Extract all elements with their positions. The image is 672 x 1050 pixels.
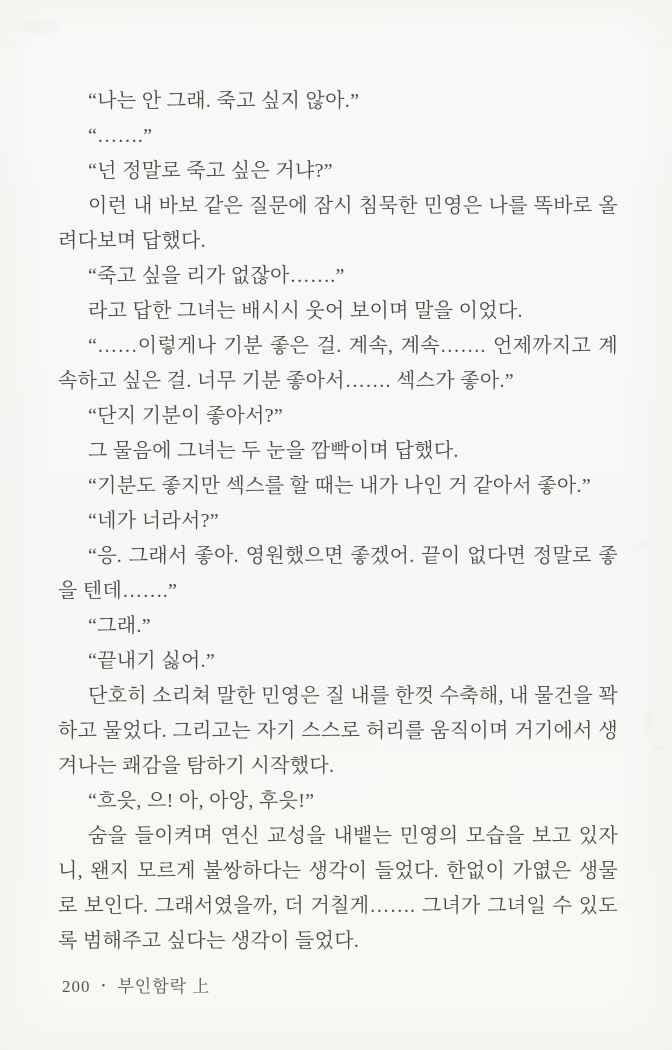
paragraph-dialogue: “…….” <box>88 125 153 147</box>
page-text-block <box>58 84 618 959</box>
footer-separator-dot: • <box>101 980 107 992</box>
paragraph-dialogue: “단지 기분이 좋아서?” <box>88 405 284 427</box>
paragraph-dialogue: “네가 너라서?” <box>88 510 219 532</box>
paragraph-dialogue: “……이렇게나 기분 좋은 걸. 계속, 계속……. 언제까지고 계속하고 싶은 걸. 너무 기분 좋아서……. 섹스가 좋아.” <box>58 335 618 392</box>
paragraph-narration: 단호히 소리쳐 말한 민영은 질 내를 한껏 수축해, 내 물건을 꽉 하고 물었다. 그리고는 자기 스스로 허리를 움직이며 거기에서 생겨나는 쾌감을 탐하기 시작했다. <box>58 685 618 777</box>
scan-artifact <box>20 20 60 34</box>
book-title: 부인함락 上 <box>117 977 211 996</box>
paragraph-dialogue: “흐읏, 으! 아, 아앙, 후읏!” <box>88 790 315 812</box>
scan-artifact <box>646 712 651 734</box>
paragraph-dialogue: “죽고 싶을 리가 없잖아…….” <box>88 265 345 287</box>
scan-artifact <box>638 543 648 546</box>
paragraph-dialogue: “넌 정말로 죽고 싶은 거냐?” <box>88 160 333 182</box>
paragraph-narration: 숨을 들이켜며 연신 교성을 내뱉는 민영의 모습을 보고 있자니, 왠지 모르게 불쌍하다는 생각이 들었다. 한없이 가엾은 생물로 보인다. 그래서였을까, 더 거칠게……. 그녀가 그녀일 수 있도록 범해주고 싶다는 생각이 들었다. <box>58 825 618 952</box>
scan-artifact <box>610 900 626 906</box>
paragraph-narration: 이런 내 바보 같은 질문에 잠시 침묵한 민영은 나를 똑바로 올려다보며 답했다. <box>58 195 618 252</box>
scan-artifact <box>653 745 665 750</box>
page-number: 200 <box>62 977 91 996</box>
paragraph-dialogue: “나는 안 그래. 죽고 싶지 않아.” <box>88 90 360 112</box>
paragraph-narration: 라고 답한 그녀는 배시시 웃어 보이며 말을 이었다. <box>88 300 523 322</box>
paragraph-dialogue: “끝내기 싫어.” <box>88 650 216 672</box>
paragraph-dialogue: “응. 그래서 좋아. 영원했으면 좋겠어. 끝이 없다면 정말로 좋을 텐데…….” <box>58 545 618 602</box>
page-footer <box>62 972 210 997</box>
paragraph-dialogue: “그래.” <box>88 615 151 637</box>
paragraph-narration: 그 물음에 그녀는 두 눈을 깜빡이며 답했다. <box>88 440 459 462</box>
paragraph-dialogue: “기분도 좋지만 섹스를 할 때는 내가 나인 거 같아서 좋아.” <box>88 475 591 497</box>
